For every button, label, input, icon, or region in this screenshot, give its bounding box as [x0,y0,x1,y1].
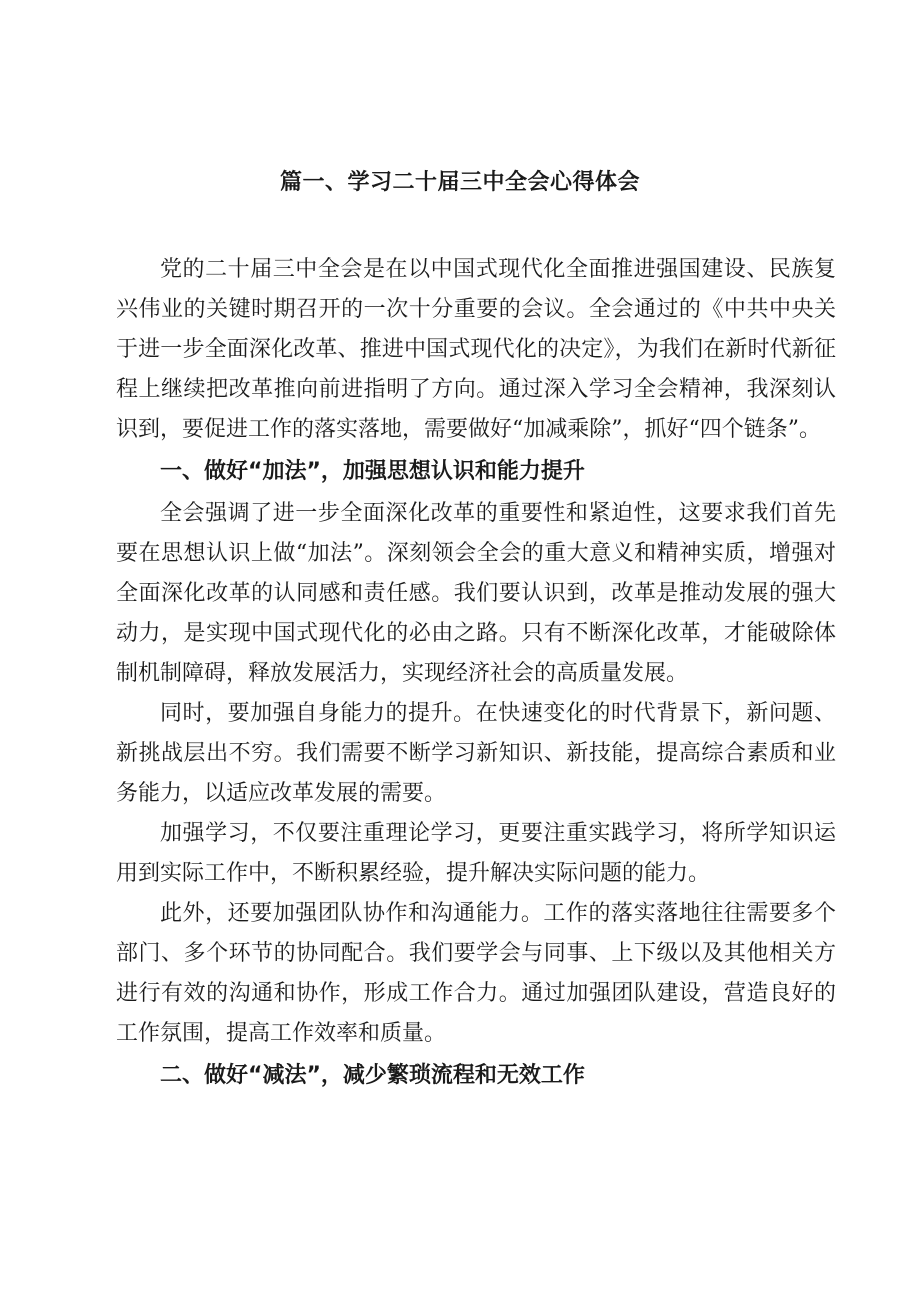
section1-paragraph-3: 加强学习，不仅要注重理论学习，更要注重实践学习，将所学知识运用到实际工作中，不断积累经验，提升解决实际问题的能力。 [116,821,836,886]
section1-paragraph-4: 此外，还要加强团队协作和沟通能力。工作的落实落地往往需要多个部门、多个环节的协同配合。我们要学会与同事、上下级以及其他相关方进行有效的沟通和协作，形成工作合力。通过加强团队建设，营造良好的工作氛围，提高工作效率和质量。 [116,901,836,1046]
section1-paragraph-1: 全会强调了进一步全面深化改革的重要性和紧迫性，这要求我们首先要在思想认识上做“加法”。深刻领会全会的重大意义和精神实质，增强对全面深化改革的认同感和责任感。我们要认识到，改革是推动发展的强大动力，是实现中国式现代化的必由之路。只有不断深化改革，才能破除体制机制障碍，释放发展活力，实现经济社会的高质量发展。 [116,501,836,686]
section-heading-1: 一、做好“加法”，加强思想认识和能力提升 [160,459,585,484]
section1-paragraph-2: 同时，要加强自身能力的提升。在快速变化的时代背景下，新问题、新挑战层出不穷。我们需要不断学习新知识、新技能，提高综合素质和业务能力，以适应改革发展的需要。 [116,701,836,806]
document-body [116,250,836,1098]
intro-paragraph: 党的二十届三中全会是在以中国式现代化全面推进强国建设、民族复兴伟业的关键时期召开的一次十分重要的会议。全会通过的《中共中央关于进一步全面深化改革、推进中国式现代化的决定》，为我们在新时代新征程上继续把改革推向前进指明了方向。通过深入学习全会精神，我深刻认识到，要促进工作的落实落地，需要做好“加减乘除”，抓好“四个链条”。 [116,257,836,442]
document-title: 篇一、学习二十届三中全会心得体会 [279,170,640,195]
section-heading-2: 二、做好“减法”，减少繁琐流程和无效工作 [160,1063,585,1088]
